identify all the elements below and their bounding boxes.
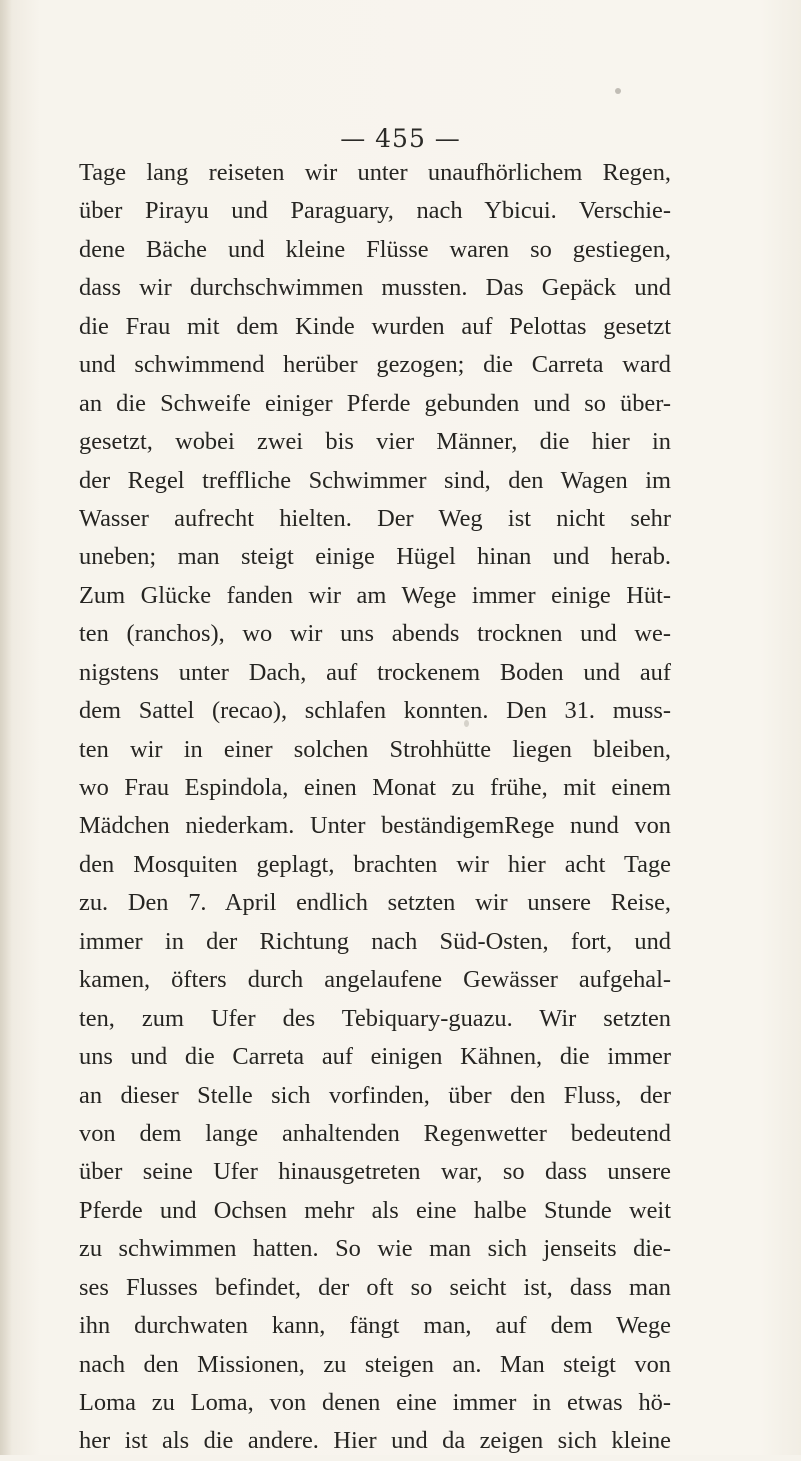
text-line: kamen, öfters durch angelaufene Gewässer aufgehal-: [79, 966, 671, 994]
text-line: nach den Missionen, zu steigen an. Man steigt von: [79, 1350, 671, 1378]
text-line: nigstens unter Dach, auf trockenem Boden und auf: [79, 658, 671, 686]
text-line: den Mosquiten geplagt, brachten wir hier acht Tage: [79, 850, 671, 878]
text-line: der Regel treffliche Schwimmer sind, den Wagen im: [79, 466, 671, 494]
text-line: Loma zu Loma, von denen eine immer in etwas hö-: [79, 1389, 671, 1416]
text-line: immer in der Richtung nach Süd-Osten, fort, und: [79, 927, 671, 955]
text-line: Wasser aufrecht hielten. Der Weg ist nicht sehr: [79, 504, 671, 532]
text-line: Tage lang reiseten wir unter unaufhörlichem Regen,: [79, 159, 671, 186]
text-line: dene Bäche und kleine Flüsse waren so gestiegen,: [79, 235, 671, 263]
text-line: uneben; man steigt einige Hügel hinan und herab.: [79, 543, 671, 571]
text-line: dass wir durchschwimmen mussten. Das Gepäck und: [79, 274, 671, 302]
text-line: gesetzt, wobei zwei bis vier Männer, die hier in: [79, 428, 671, 456]
text-line: wo Frau Espindola, einen Monat zu frühe, mit einem: [79, 774, 671, 801]
text-line: ten wir in einer solchen Strohhütte liegen bleiben,: [79, 735, 671, 763]
text-line: von dem lange anhaltenden Regenwetter bedeutend: [79, 1119, 671, 1147]
body-text: [79, 154, 671, 1461]
text-line: ses Flusses befindet, der oft so seicht ist, dass man: [79, 1273, 671, 1301]
text-line: Pferde und Ochsen mehr als eine halbe Stunde weit: [79, 1196, 671, 1224]
text-line: zu. Den 7. April endlich setzten wir unsere Reise,: [79, 889, 671, 917]
text-line: her ist als die andere. Hier und da zeigen sich kleine: [79, 1427, 671, 1455]
text-line: über Pirayu und Paraguary, nach Ybicui. Verschie-: [79, 197, 671, 225]
text-line: uns und die Carreta auf einigen Kähnen, die immer: [79, 1043, 671, 1071]
page-number: — 455 —: [340, 124, 461, 153]
text-line: ihn durchwaten kann, fängt man, auf dem Wege: [79, 1312, 671, 1340]
text-line: ten (ranchos), wo wir uns abends trocknen und we-: [79, 620, 671, 648]
text-line: über seine Ufer hinausgetreten war, so dass unsere: [79, 1158, 671, 1186]
text-line: Zum Glücke fanden wir am Wege immer einige Hüt-: [79, 581, 671, 609]
text-line: ten, zum Ufer des Tebiquary-guazu. Wir setzten: [79, 1004, 671, 1032]
text-line: dem Sattel (recao), schlafen konnten. Den 31. muss-: [79, 697, 671, 725]
text-line: an dieser Stelle sich vorfinden, über den Fluss, der: [79, 1081, 671, 1109]
ink-speck: [615, 88, 621, 94]
text-line: die Frau mit dem Kinde wurden auf Pelottas gesetzt: [79, 312, 671, 340]
text-line: und schwimmend herüber gezogen; die Carreta ward: [79, 351, 671, 379]
text-line: zu schwimmen hatten. So wie man sich jenseits die-: [79, 1235, 671, 1263]
text-line: an die Schweife einiger Pferde gebunden und so über-: [79, 389, 671, 417]
gutter-shadow: [0, 0, 12, 1455]
text-line: Mädchen niederkam. Unter beständigemRege nund von: [79, 812, 671, 840]
